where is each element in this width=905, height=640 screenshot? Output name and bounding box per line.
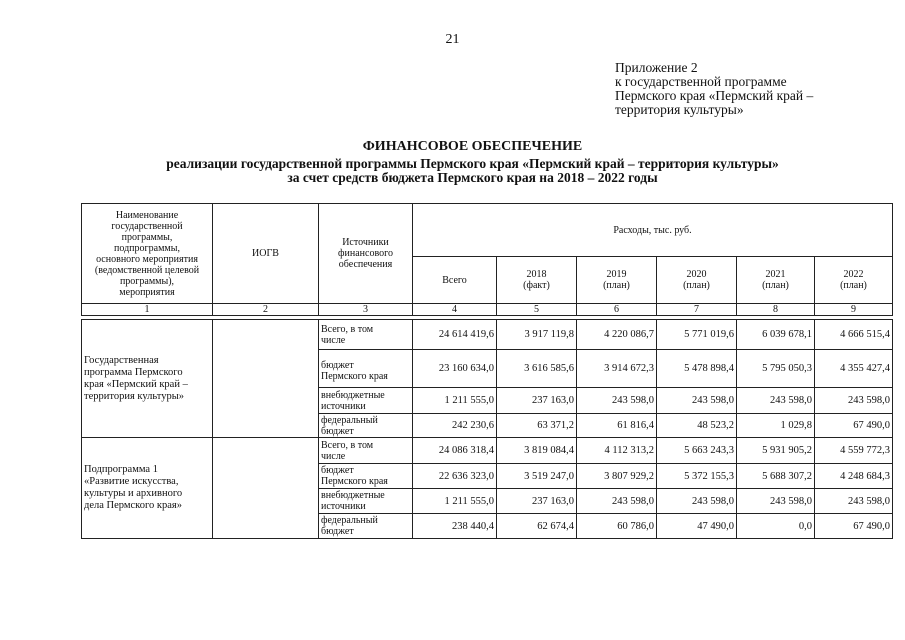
header-iogv: ИОГВ <box>213 204 319 304</box>
header-year-2018 <box>497 257 577 304</box>
value-2022: 4 666 515,4 <box>815 320 893 350</box>
source-line: Всего, в том <box>321 323 374 335</box>
header-line: программы), <box>119 275 175 287</box>
header-line: финансового <box>338 248 393 259</box>
header-line: государственной <box>111 220 183 232</box>
subprogram-name-line: «Развитие искусства, <box>84 476 179 487</box>
table-body <box>82 304 893 539</box>
value-2020: 5 372 155,3 <box>657 464 737 489</box>
value-2019: 60 786,0 <box>577 514 657 539</box>
column-number: 4 <box>413 304 497 316</box>
header-expenses: Расходы, тыс. руб. <box>413 204 893 257</box>
subprogram-name-line: дела Пермского края» <box>84 500 182 511</box>
header-line: подпрограммы, <box>114 242 180 254</box>
source-line: бюджет <box>321 359 354 371</box>
column-number: 2 <box>213 304 319 316</box>
header-year-2019 <box>577 257 657 304</box>
subtitle-line: реализации государственной программы Пермского края «Пермский край – территория культуры» <box>166 156 779 171</box>
appendix-line: Приложение 2 <box>615 60 698 75</box>
value-2018: 237 163,0 <box>497 388 577 414</box>
document-subtitle <box>0 157 905 185</box>
value-2021: 243 598,0 <box>737 388 815 414</box>
program-name <box>82 320 213 438</box>
program-name-line: края «Пермский край – <box>84 378 188 390</box>
source-line: федеральный <box>321 414 378 426</box>
value-2022: 67 490,0 <box>815 514 893 539</box>
financing-table <box>81 203 893 539</box>
value-2019: 3 914 672,3 <box>577 350 657 388</box>
header-year: 2020 <box>686 269 707 280</box>
value-2021: 6 039 678,1 <box>737 320 815 350</box>
value-total: 1 211 555,0 <box>413 388 497 414</box>
subprogram-name-line: Подпрограмма 1 <box>84 464 158 475</box>
value-2019: 4 112 313,2 <box>577 438 657 464</box>
column-number: 1 <box>82 304 213 316</box>
value-2022: 243 598,0 <box>815 388 893 414</box>
value-2020: 5 478 898,4 <box>657 350 737 388</box>
value-2019: 61 816,4 <box>577 414 657 438</box>
header-year-note: (факт) <box>523 280 550 291</box>
header-line: программы, <box>121 231 173 243</box>
source-cell <box>319 414 413 438</box>
header-total: Всего <box>413 257 497 304</box>
header-year: 2021 <box>765 269 786 280</box>
source-line: числе <box>321 450 346 462</box>
header-line: Наименование <box>115 209 179 221</box>
value-2018: 3 917 119,8 <box>497 320 577 350</box>
header-year: 2018 <box>526 269 547 280</box>
source-line: внебюджетные <box>321 389 385 401</box>
appendix-line: к государственной программе <box>615 74 787 89</box>
subprogram-name-line: культуры и архивного <box>84 488 183 499</box>
value-2020: 243 598,0 <box>657 489 737 514</box>
value-2020: 48 523,2 <box>657 414 737 438</box>
program-name-line: Государственная <box>84 354 159 366</box>
header-year-note: (план) <box>762 280 789 291</box>
column-number: 5 <box>497 304 577 316</box>
value-2020: 243 598,0 <box>657 388 737 414</box>
appendix-line: территория культуры» <box>615 102 744 117</box>
value-2019: 4 220 086,7 <box>577 320 657 350</box>
value-total: 23 160 634,0 <box>413 350 497 388</box>
header-year-note: (план) <box>683 280 710 291</box>
appendix-line: Пермского края «Пермский край – <box>615 88 814 103</box>
header-line: обеспечения <box>338 259 393 270</box>
source-line: источники <box>321 501 366 512</box>
header-line: мероприятия <box>119 286 175 298</box>
header-year-2020 <box>657 257 737 304</box>
subtitle-line: за счет средств бюджета Пермского края на 2018 – 2022 годы <box>287 170 658 185</box>
column-number: 6 <box>577 304 657 316</box>
value-2021: 5 795 050,3 <box>737 350 815 388</box>
value-2021: 243 598,0 <box>737 489 815 514</box>
value-2021: 5 688 307,2 <box>737 464 815 489</box>
source-line: Пермского края <box>321 476 388 487</box>
header-year-2022 <box>815 257 893 304</box>
column-number: 3 <box>319 304 413 316</box>
value-2020: 5 771 019,6 <box>657 320 737 350</box>
document-title: ФИНАНСОВОЕ ОБЕСПЕЧЕНИЕ <box>362 139 583 154</box>
value-2018: 3 519 247,0 <box>497 464 577 489</box>
value-2021: 5 931 905,2 <box>737 438 815 464</box>
header-year-note: (план) <box>603 280 630 291</box>
value-2019: 3 807 929,2 <box>577 464 657 489</box>
value-total: 22 636 323,0 <box>413 464 497 489</box>
header-name <box>82 204 213 304</box>
value-2018: 3 616 585,6 <box>497 350 577 388</box>
table-header <box>82 204 893 304</box>
table-row <box>82 320 893 350</box>
value-2020: 47 490,0 <box>657 514 737 539</box>
header-year: 2022 <box>843 269 864 280</box>
value-2018: 3 819 084,4 <box>497 438 577 464</box>
iogv-cell <box>213 320 319 438</box>
value-2022: 4 248 684,3 <box>815 464 893 489</box>
source-line: внебюджетные <box>321 490 385 501</box>
header-line: основного мероприятия <box>96 253 198 265</box>
value-2019: 243 598,0 <box>577 388 657 414</box>
value-2021: 0,0 <box>737 514 815 539</box>
source-line: бюджет <box>321 526 354 537</box>
value-2022: 4 559 772,3 <box>815 438 893 464</box>
value-2019: 243 598,0 <box>577 489 657 514</box>
column-number: 9 <box>815 304 893 316</box>
source-line: федеральный <box>321 515 378 526</box>
value-2018: 62 674,4 <box>497 514 577 539</box>
value-total: 1 211 555,0 <box>413 489 497 514</box>
column-number-row <box>82 304 893 316</box>
value-2020: 5 663 243,3 <box>657 438 737 464</box>
source-line: источники <box>321 400 366 412</box>
source-line: числе <box>321 334 346 346</box>
column-number: 7 <box>657 304 737 316</box>
source-line: бюджет <box>321 465 354 476</box>
column-number: 8 <box>737 304 815 316</box>
value-2018: 237 163,0 <box>497 489 577 514</box>
value-total: 242 230,6 <box>413 414 497 438</box>
header-year-2021 <box>737 257 815 304</box>
header-line: (ведомственной целевой <box>94 264 200 276</box>
header-line: Источники <box>342 237 389 248</box>
source-cell <box>319 388 413 414</box>
program-name-line: программа Пермского <box>84 366 183 378</box>
value-2018: 63 371,2 <box>497 414 577 438</box>
source-cell <box>319 464 413 489</box>
source-cell <box>319 438 413 464</box>
iogv-cell <box>213 438 319 539</box>
value-total: 24 086 318,4 <box>413 438 497 464</box>
value-total: 238 440,4 <box>413 514 497 539</box>
page-number: 21 <box>445 32 460 47</box>
source-cell <box>319 320 413 350</box>
source-line: бюджет <box>321 425 354 437</box>
header-year-note: (план) <box>840 280 867 291</box>
value-2021: 1 029,8 <box>737 414 815 438</box>
source-cell <box>319 514 413 539</box>
source-cell <box>319 350 413 388</box>
program-name-line: территория культуры» <box>84 390 185 402</box>
source-cell <box>319 489 413 514</box>
source-line: Всего, в том <box>321 439 374 451</box>
value-total: 24 614 419,6 <box>413 320 497 350</box>
header-year: 2019 <box>606 269 627 280</box>
subprogram-name <box>82 438 213 539</box>
table-row <box>82 438 893 464</box>
value-2022: 4 355 427,4 <box>815 350 893 388</box>
financing-table-wrapper <box>81 203 893 539</box>
header-sources <box>319 204 413 304</box>
value-2022: 67 490,0 <box>815 414 893 438</box>
value-2022: 243 598,0 <box>815 489 893 514</box>
appendix-note <box>615 61 895 117</box>
source-line: Пермского края <box>321 370 388 382</box>
